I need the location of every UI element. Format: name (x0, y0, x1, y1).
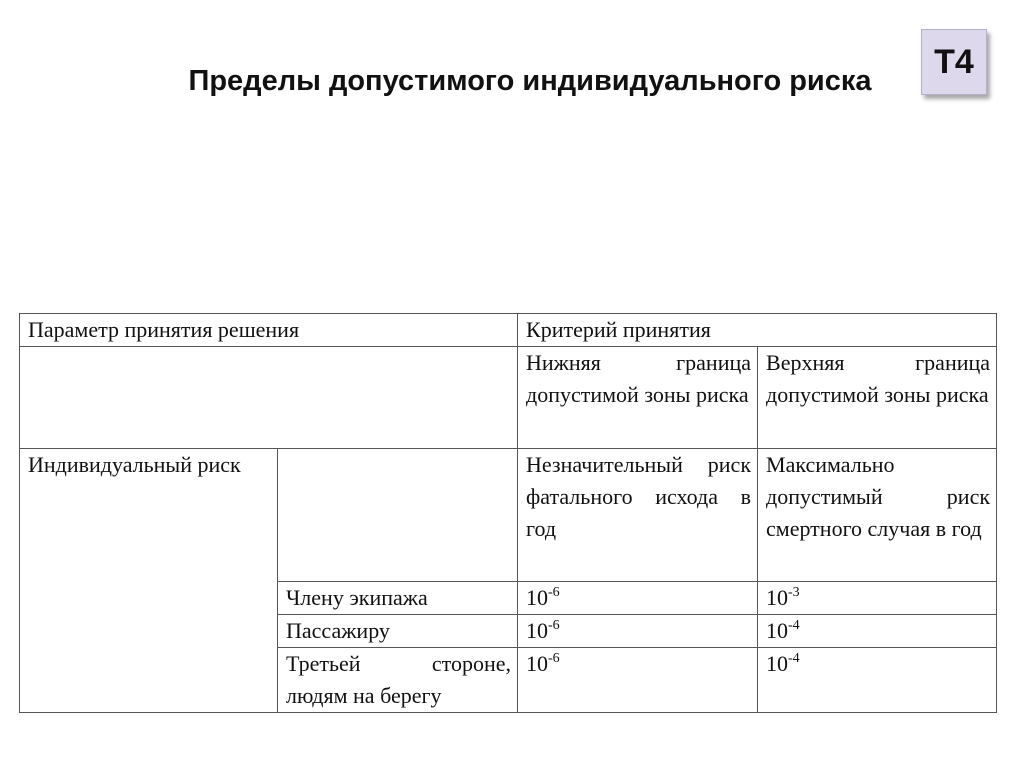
upper-value-cell (758, 582, 997, 615)
table-subheader-row (20, 347, 997, 449)
category-cell: Индивидуальный риск (20, 449, 278, 713)
upper-value-exponent: -3 (788, 585, 800, 600)
upper-value-cell (758, 648, 997, 713)
subject-cell: Члену экипажа (278, 582, 518, 615)
upper-value-base: 10 (766, 618, 789, 643)
lower-value-exponent: -6 (548, 585, 560, 600)
lower-value-cell (518, 582, 758, 615)
table-header-row (20, 314, 997, 347)
table-row (20, 449, 997, 582)
lower-value-exponent: -6 (548, 618, 560, 633)
upper-desc-cell: Максимально допустимый риск смертного случая в год (758, 449, 997, 582)
upper-bound-header-cell: Верхняя граница допустимой зоны риска (758, 347, 997, 449)
lower-value-cell (518, 648, 758, 713)
lower-bound-header-cell: Нижняя граница допустимой зоны риска (518, 347, 758, 449)
subject-cell: Пассажиру (278, 615, 518, 648)
risk-limits-table (19, 313, 997, 713)
upper-value-cell (758, 615, 997, 648)
upper-value-exponent: -4 (788, 651, 800, 666)
lower-value-base: 10 (526, 618, 549, 643)
lower-desc-cell: Незначительный риск фатального исхода в год (518, 449, 758, 582)
upper-value-exponent: -4 (788, 618, 800, 633)
category-empty-cell (278, 449, 518, 582)
header-criterion-cell: Критерий принятия (518, 314, 997, 347)
subject-cell: Третьей стороне, людям на берегу (278, 648, 518, 713)
lower-value-cell (518, 615, 758, 648)
slide-number-badge: Т4 (921, 29, 987, 95)
lower-value-base: 10 (526, 585, 549, 610)
upper-value-base: 10 (766, 585, 789, 610)
lower-value-base: 10 (526, 651, 549, 676)
page-title: Пределы допустимого индивидуального риска (188, 65, 872, 97)
header-param-cell: Параметр принятия решения (20, 314, 518, 347)
lower-value-exponent: -6 (548, 651, 560, 666)
subheader-empty-cell (20, 347, 518, 449)
upper-value-base: 10 (766, 651, 789, 676)
